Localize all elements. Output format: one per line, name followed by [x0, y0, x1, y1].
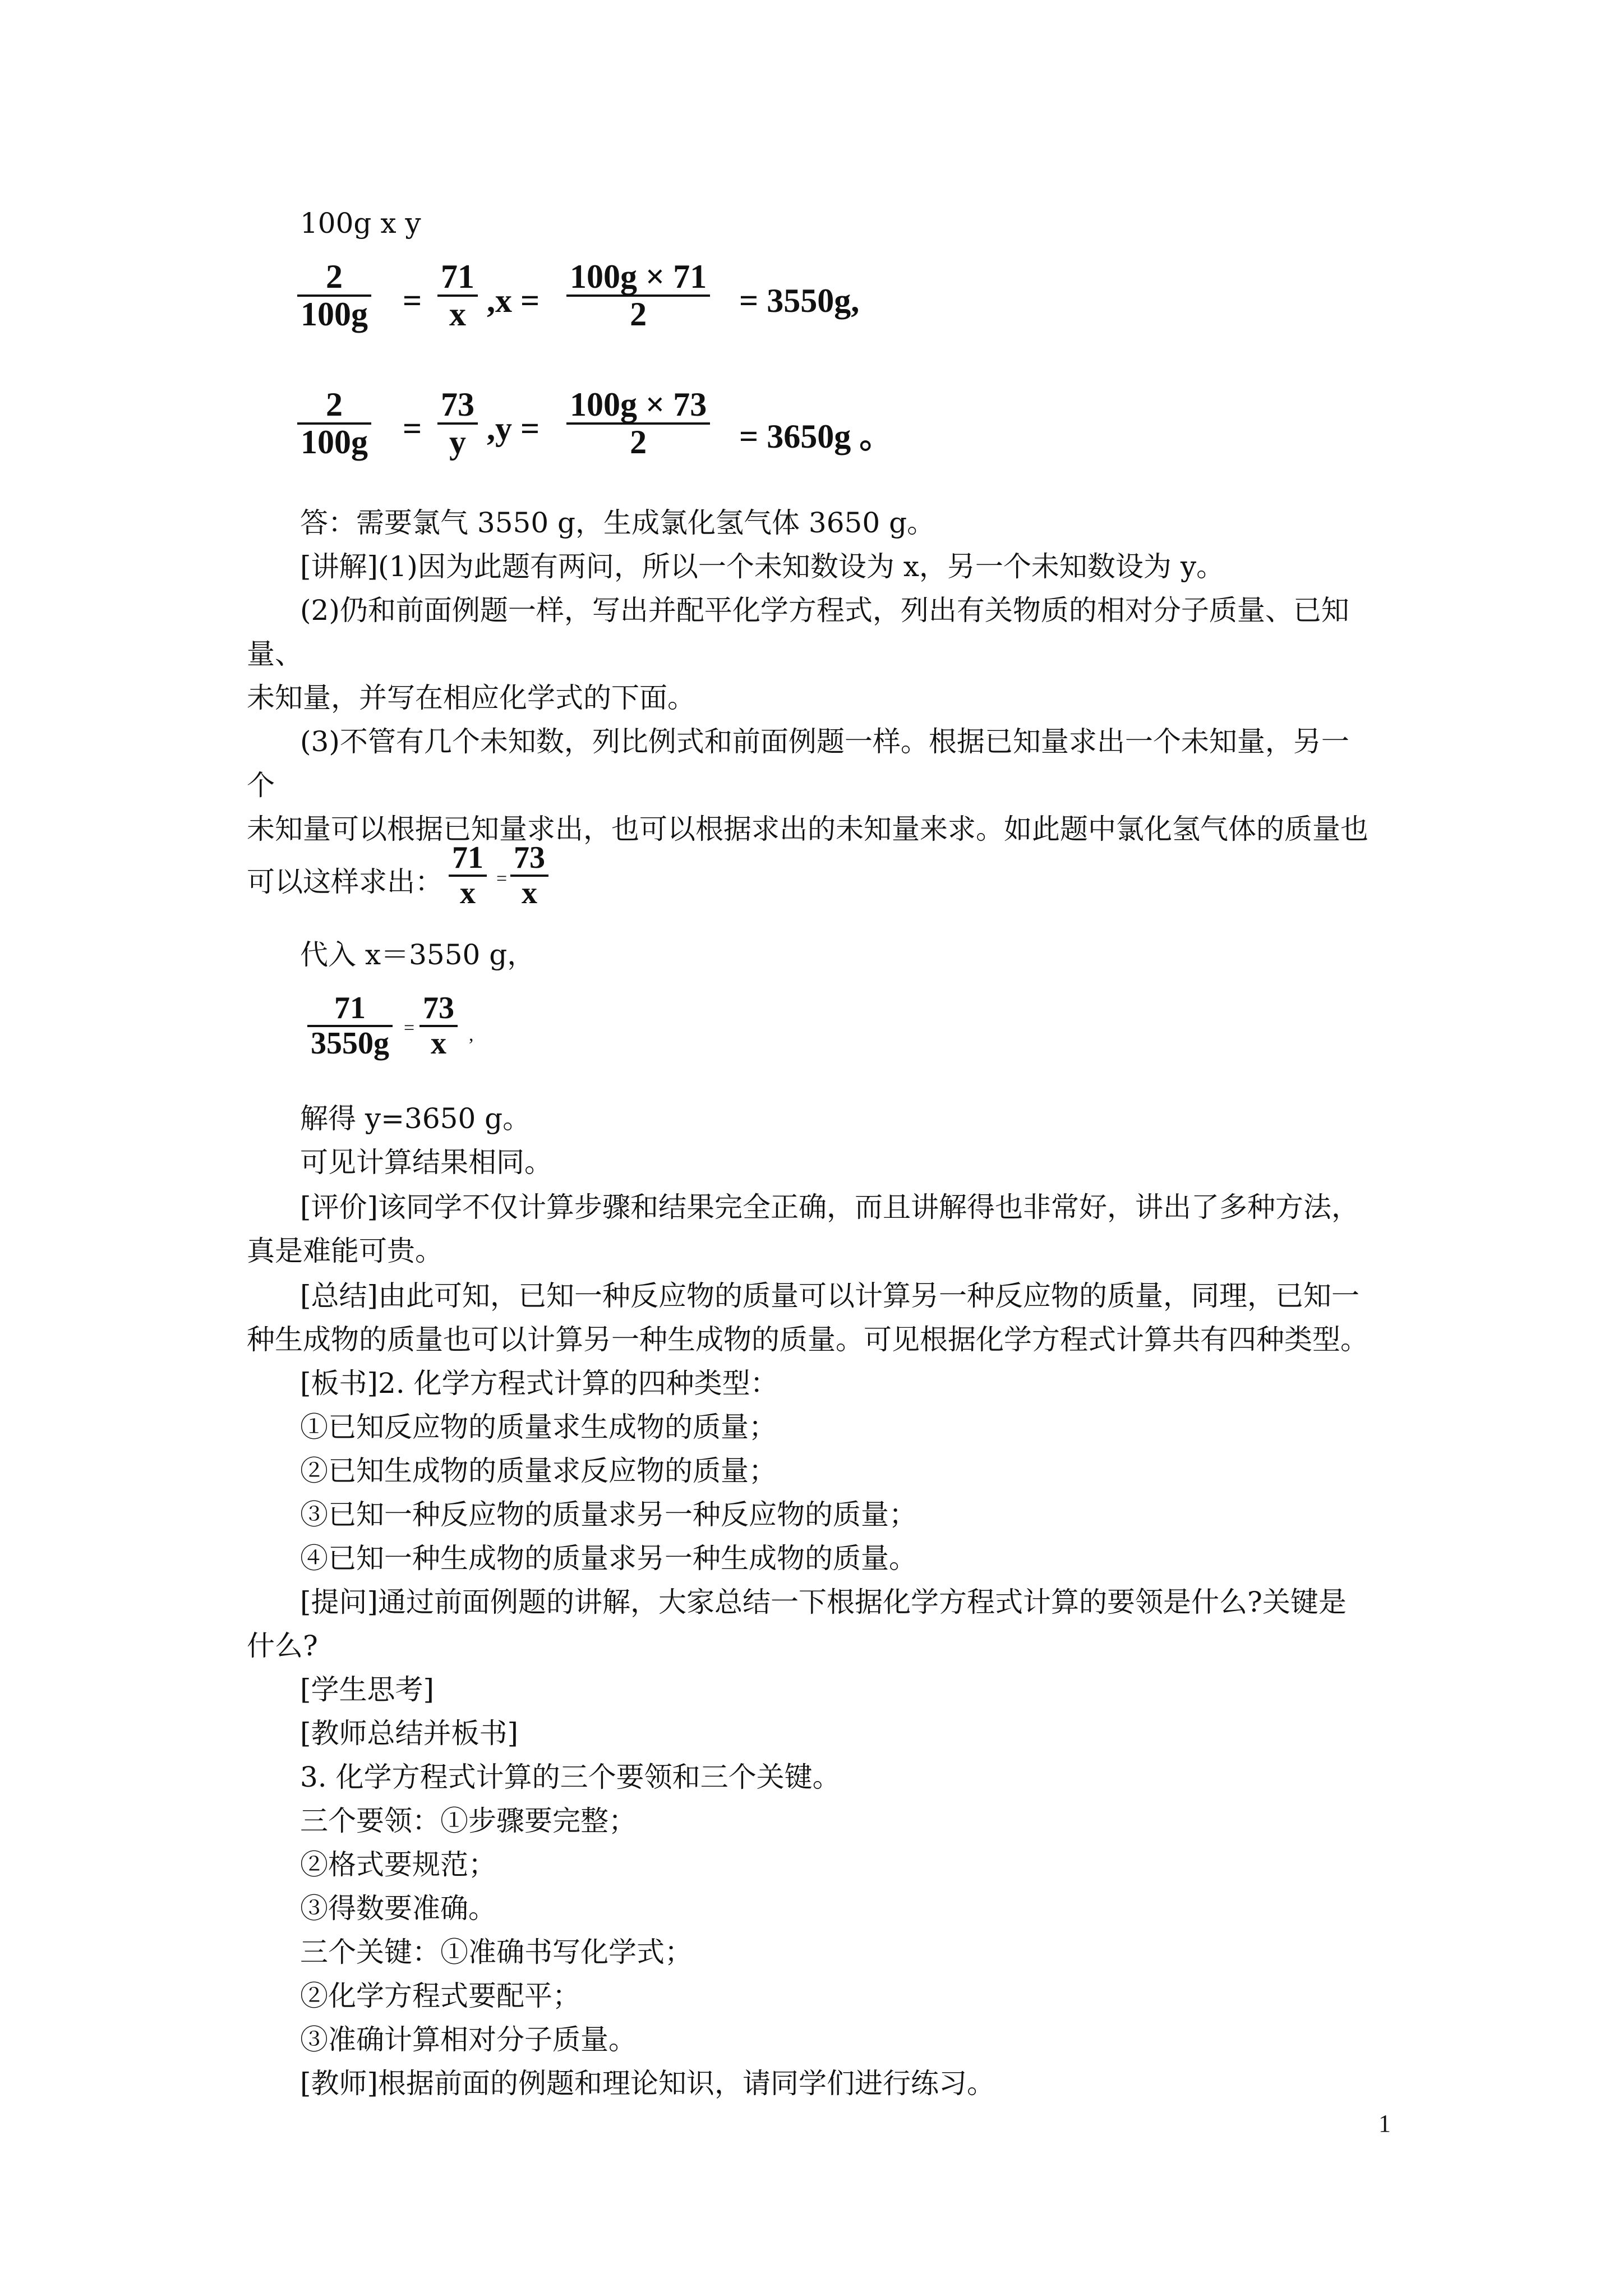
teacher-summary-heading: [教师总结并板书]	[300, 1717, 519, 1750]
explanation-3-end: 可以这样求出：	[247, 866, 443, 898]
fraction: 2 100g	[297, 259, 371, 332]
fraction: 73 x	[510, 841, 548, 910]
solution-line: 解得 y=3650 g。	[300, 1102, 531, 1135]
equation-variable: ,y =	[487, 410, 540, 447]
fraction: 71 x	[449, 841, 487, 910]
key-item-2: ②化学方程式要配平；	[300, 1980, 580, 2012]
student-thinking: [学生思考]	[300, 1673, 435, 1706]
fraction: 73 y	[437, 387, 478, 460]
key-item-3: ③准确计算相对分子质量。	[300, 2023, 637, 2056]
conclusion-line: 可见计算结果相同。	[300, 1146, 552, 1179]
fraction: 2 100g	[297, 387, 371, 460]
fraction: 71 3550g	[307, 992, 393, 1060]
explanation-2: (2)仍和前面例题一样，写出并配平化学方程式，列出有关物质的相对分子质量、已知	[300, 594, 1349, 627]
type-item-2: ②已知生成物的质量求反应物的质量；	[300, 1455, 777, 1487]
equals-sign: =	[496, 868, 508, 889]
question: [提问]通过前面例题的讲解，大家总结一下根据化学方程式计算的要领是什么?关键是	[300, 1586, 1347, 1618]
summary: [总结]由此可知，已知一种反应物的质量可以计算另一种反应物的质量，同理，已知一	[300, 1280, 1360, 1312]
fraction: 73 x	[419, 992, 458, 1060]
fraction: 71 x	[437, 259, 478, 332]
board-heading-2: [板书]2. 化学方程式计算的四种类型：	[300, 1367, 778, 1400]
equation-result: = 3650g 。	[739, 418, 893, 455]
given-quantities-line: 100g x y	[300, 207, 421, 240]
essentials-item-1: 三个要领：①步骤要完整；	[300, 1805, 637, 1837]
summary-cont: 种生成物的质量也可以计算另一种生成物的质量。可见根据化学方程式计算共有四种类型。	[247, 1323, 1368, 1356]
explanation-2-cont: 未知量，并写在相应化学式的下面。	[247, 682, 695, 714]
equation-variable: ,x =	[487, 282, 540, 319]
type-item-1: ①已知反应物的质量求生成物的质量；	[300, 1411, 777, 1443]
explanation-3-wrap: 个	[247, 769, 275, 802]
fraction: 100g × 73 2	[566, 387, 710, 460]
explanation-1: [讲解](1)因为此题有两问，所以一个未知数设为 x，另一个未知数设为 y。	[300, 550, 1225, 583]
page-number: 1	[1378, 2110, 1391, 2137]
fraction: 100g × 71 2	[566, 259, 710, 332]
evaluation-cont: 真是难能可贵。	[247, 1235, 443, 1267]
type-item-3: ③已知一种反应物的质量求另一种反应物的质量；	[300, 1498, 917, 1531]
explanation-2-wrap: 量、	[247, 638, 303, 670]
board-heading-3: 3. 化学方程式计算的三个要领和三个关键。	[300, 1761, 841, 1793]
answer-line: 答：需要氯气 3550 g，生成氯化氢气体 3650 g。	[300, 507, 935, 539]
evaluation: [评价]该同学不仅计算步骤和结果完全正确，而且讲解得也非常好，讲出了多种方法，	[300, 1191, 1360, 1223]
teacher-instruction: [教师]根据前面的例题和理论知识，请同学们进行练习。	[300, 2067, 995, 2100]
explanation-3-cont: 未知量可以根据已知量求出，也可以根据求出的未知量来求。如此题中氯化氢气体的质量也	[247, 813, 1368, 845]
question-cont: 什么?	[247, 1630, 318, 1662]
key-item-1: 三个关键：①准确书写化学式；	[300, 1936, 693, 1968]
equation-result: = 3550g,	[739, 282, 860, 319]
essentials-item-3: ③得数要准确。	[300, 1892, 496, 1925]
equals-sign: =	[404, 1018, 415, 1038]
essentials-item-2: ②格式要规范；	[300, 1848, 496, 1881]
explanation-3: (3)不管有几个未知数，列比例式和前面例题一样。根据已知量求出一个未知量，另一	[300, 725, 1349, 758]
equals-sign: =	[403, 410, 422, 447]
substitution-line: 代入 x＝3550 g，	[300, 938, 536, 971]
comma: ,	[469, 1024, 474, 1045]
equals-sign: =	[403, 282, 422, 319]
type-item-4: ④已知一种生成物的质量求另一种生成物的质量。	[300, 1542, 917, 1575]
